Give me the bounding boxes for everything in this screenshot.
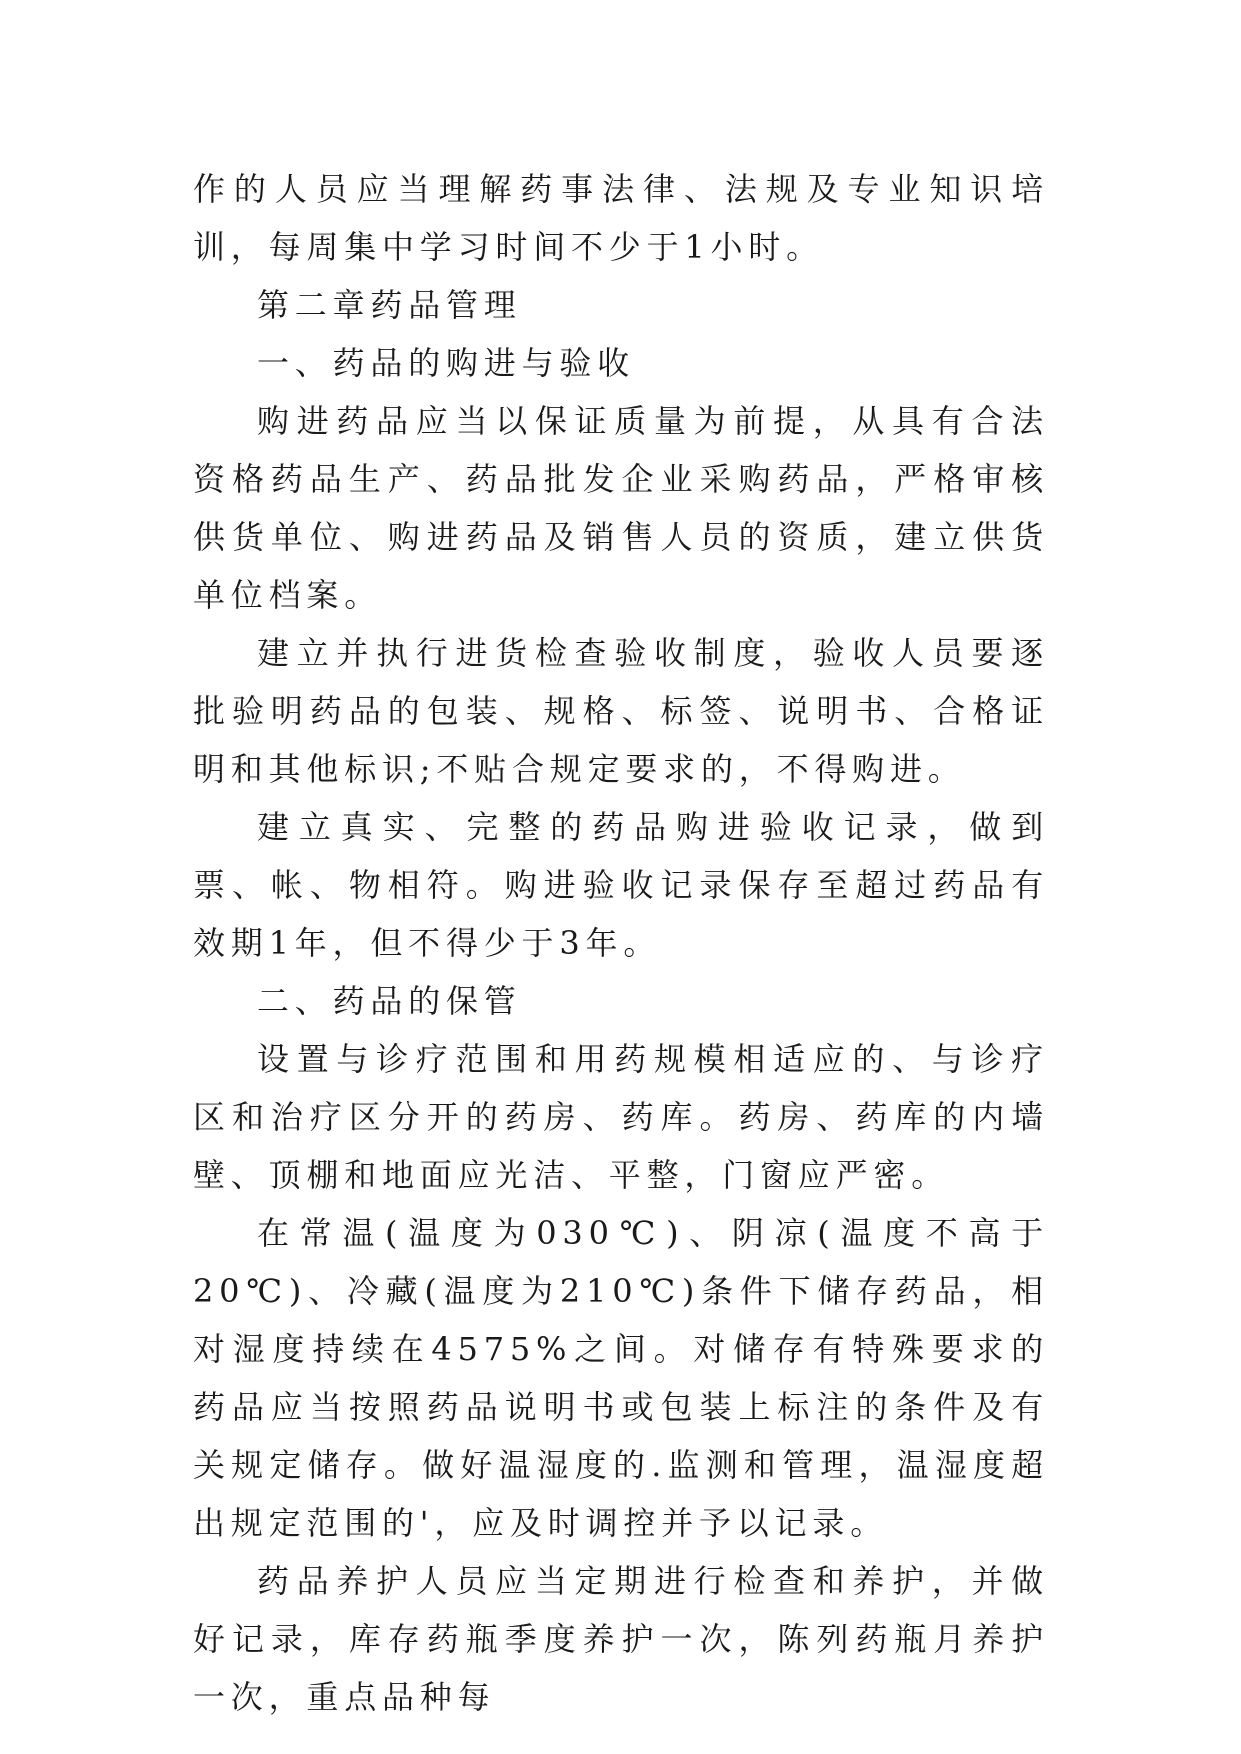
paragraph-pharmacy-rooms: 设置与诊疗范围和用药规模相适应的、与诊疗区和治疗区分开的药房、药库。药房、药库的内墙壁、顶棚和地面应光洁、平整，门窗应严密。 xyxy=(193,1040,1049,1194)
paragraph-records: 建立真实、完整的药品购进验收记录，做到票、帐、物相符。购进验收记录保存至超过药品有效期1年，但不得少于3年。 xyxy=(193,808,1049,962)
document-body xyxy=(193,160,1049,1726)
paragraph-maintenance: 药品养护人员应当定期进行检查和养护，并做好记录，库存药瓶季度养护一次，陈列药瓶月养护一次，重点品种每 xyxy=(193,1562,1049,1716)
paragraph-temperature: 在常温(温度为030℃)、阴凉(温度不高于20℃)、冷藏(温度为210℃)条件下储存药品，相对湿度持续在4575%之间。对储存有特殊要求的药品应当按照药品说明书或包装上标注的条件及有关规定储存。做好温湿度的.监测和管理，温湿度超出规定范围的'，应及时调控并予以记录。 xyxy=(193,1214,1049,1542)
chapter-heading: 第二章药品管理 xyxy=(257,286,522,324)
paragraph-purchase-quality: 购进药品应当以保证质量为前提，从具有合法资格药品生产、药品批发企业采购药品，严格审核供货单位、购进药品及销售人员的资质，建立供货单位档案。 xyxy=(193,402,1049,614)
paragraph-continued: 作的人员应当理解药事法律、法规及专业知识培训，每周集中学习时间不少于1小时。 xyxy=(193,170,1049,266)
paragraph-inspection: 建立并执行进货检查验收制度，验收人员要逐批验明药品的包装、规格、标签、说明书、合格证明和其他标识;不贴合规定要求的，不得购进。 xyxy=(193,634,1049,788)
section-heading-purchase: 一、药品的购进与验收 xyxy=(257,344,636,382)
section-heading-storage: 二、药品的保管 xyxy=(257,982,522,1020)
